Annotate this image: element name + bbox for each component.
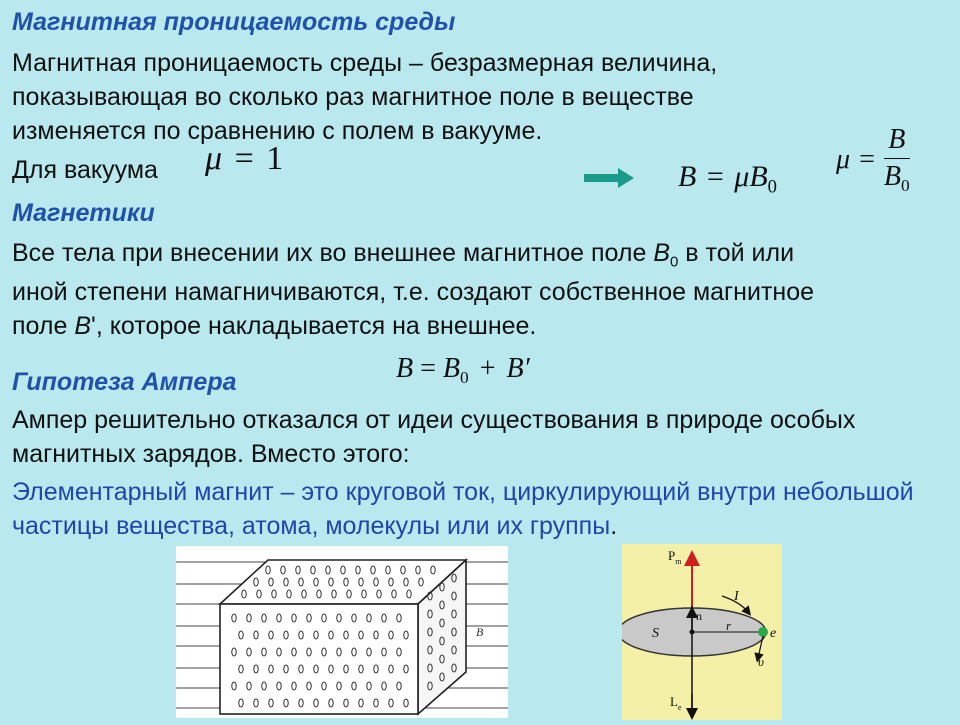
block-outline — [220, 560, 466, 714]
magnetics-line-2: иной степени намагничиваются, т.е. создают собственное магнитное — [12, 278, 815, 306]
formula-b-mu-b0 — [678, 160, 777, 199]
current-loop-illustration — [622, 544, 782, 720]
mu-symbol: μ — [205, 140, 223, 177]
b0-var: B — [653, 239, 671, 267]
label-i: I — [734, 589, 739, 604]
label-le-sub: e — [677, 703, 682, 712]
formula-b-mu: μ — [734, 160, 750, 193]
label-le — [670, 694, 682, 712]
sup-lhs: B — [396, 353, 414, 384]
formula-mu-eq: = — [859, 144, 875, 176]
sup-bprime: B′ — [506, 353, 530, 384]
arrow-right-icon — [584, 166, 636, 190]
label-r: r — [726, 618, 732, 633]
fraction-denominator — [884, 159, 910, 196]
electron-icon — [758, 627, 768, 637]
vacuum-label: Для вакуума — [12, 156, 158, 184]
elementary-magnet-definition — [12, 475, 932, 543]
label-pm — [668, 548, 682, 566]
sup-b: B — [442, 353, 461, 384]
formula-superposition — [396, 353, 530, 388]
permeability-definition: Магнитная проницаемость среды – безразмерная величина, показывающая во сколько раз магнитное поле в веществе изменяется по сравнению с полем в вакууме. — [12, 49, 718, 145]
block-illustration — [176, 546, 508, 718]
label-n: n — [696, 609, 702, 623]
center-dot — [690, 630, 695, 635]
fraction — [884, 124, 910, 196]
equals-sign: = — [234, 140, 254, 177]
figure-magnetized-block — [176, 546, 508, 718]
bprime-mark: ' — [91, 312, 96, 340]
formula-mu-fraction — [836, 124, 910, 196]
label-s: S — [652, 626, 659, 641]
sup-plus: + — [479, 353, 496, 384]
formula-b-b: B — [749, 160, 768, 193]
figure-current-loop — [622, 544, 782, 720]
sup-sub: 0 — [460, 368, 469, 388]
section-title-magnetics: Магнетики — [12, 199, 155, 227]
label-pm-sub: m — [675, 557, 682, 566]
label-e: e — [770, 626, 777, 641]
magnetics-text-4: , которое накладывается на внешнее. — [95, 312, 537, 340]
label-le-var: L — [670, 694, 678, 709]
formula-mu-lhs: μ — [836, 144, 851, 176]
fraction-den-var: B — [883, 161, 901, 192]
section-title-permeability: Магнитная проницаемость среды — [12, 8, 456, 36]
label-pm-var: P — [668, 548, 676, 563]
formula-b-lhs: B — [678, 160, 697, 193]
elementary-magnet-period: . — [610, 512, 618, 540]
vacuum-formula — [205, 140, 283, 178]
fraction-den-sub: 0 — [900, 176, 910, 196]
bprime-var: B — [74, 312, 92, 340]
magnetics-line-3 — [12, 309, 952, 343]
magnetics-text-2: в той или — [678, 239, 795, 267]
formula-b-eq: = — [706, 160, 724, 193]
label-v: υ — [758, 654, 764, 669]
field-label: B — [476, 625, 484, 639]
section-title-ampere: Гипотеза Ампера — [12, 368, 237, 396]
ampere-text: Ампер решительно отказался от идеи существования в природе особых магнитных зарядов. Вместо этого: — [12, 406, 856, 468]
formula-b-sub: 0 — [767, 176, 777, 198]
fraction-numerator: B — [884, 124, 910, 159]
b0-sub: 0 — [670, 253, 679, 271]
value-one: 1 — [266, 140, 284, 177]
sup-eq: = — [420, 353, 436, 384]
magnetics-text-3: поле — [12, 312, 75, 340]
magnetics-text-1: Все тела при внесении их во внешнее магнитное поле — [12, 239, 654, 267]
magnetics-line-1 — [12, 236, 952, 279]
elementary-magnet-text: Элементарный магнит – это круговой ток, циркулирующий внутри небольшой частицы вещества, атома, молекулы или их группы — [12, 478, 914, 540]
